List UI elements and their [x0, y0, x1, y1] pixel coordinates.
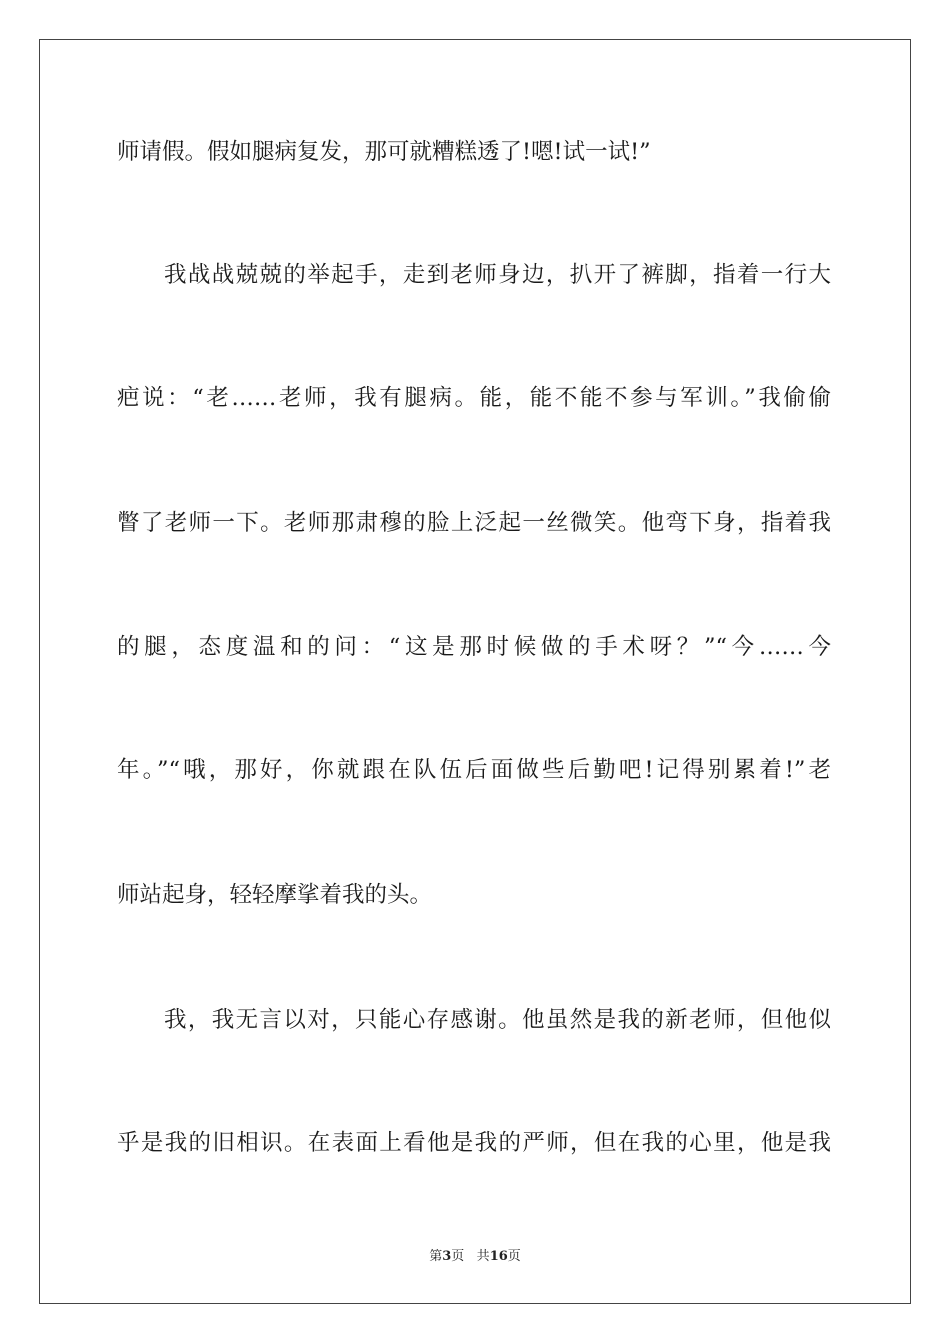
total-pages: 16	[489, 1249, 508, 1264]
page-border	[39, 39, 911, 1304]
paragraph-line-3: 疤说：“老……老师，我有腿病。能，能不能不参与军训。”我偷偷	[117, 385, 831, 411]
page-prefix: 第	[429, 1249, 443, 1264]
page-footer	[0, 1248, 950, 1266]
paragraph-line-8: 我，我无言以对，只能心存感谢。他虽然是我的新老师，但他似	[164, 1007, 831, 1033]
total-suffix: 页	[507, 1249, 521, 1264]
paragraph-line-5: 的腿，态度温和的问：“这是那时候做的手术呀？”“今……今	[117, 634, 831, 660]
paragraph-line-4: 瞥了老师一下。老师那肃穆的脸上泛起一丝微笑。他弯下身，指着我	[117, 510, 831, 536]
paragraph-line-9: 乎是我的旧相识。在表面上看他是我的严师，但在我的心里，他是我	[117, 1130, 831, 1156]
paragraph-line-2: 我战战兢兢的举起手，走到老师身边，扒开了裤脚，指着一行大	[164, 262, 831, 288]
paragraph-line-7: 师站起身，轻轻摩挲着我的头。	[117, 882, 433, 908]
total-prefix: 共	[476, 1249, 490, 1264]
page-suffix: 页	[451, 1249, 465, 1264]
paragraph-line-6: 年。”“哦，那好，你就跟在队伍后面做些后勤吧!记得别累着!”老	[117, 757, 831, 783]
page-number: 3	[442, 1249, 452, 1264]
paragraph-line-1: 师请假。假如腿病复发，那可就糟糕透了!嗯!试一试!”	[117, 139, 651, 165]
